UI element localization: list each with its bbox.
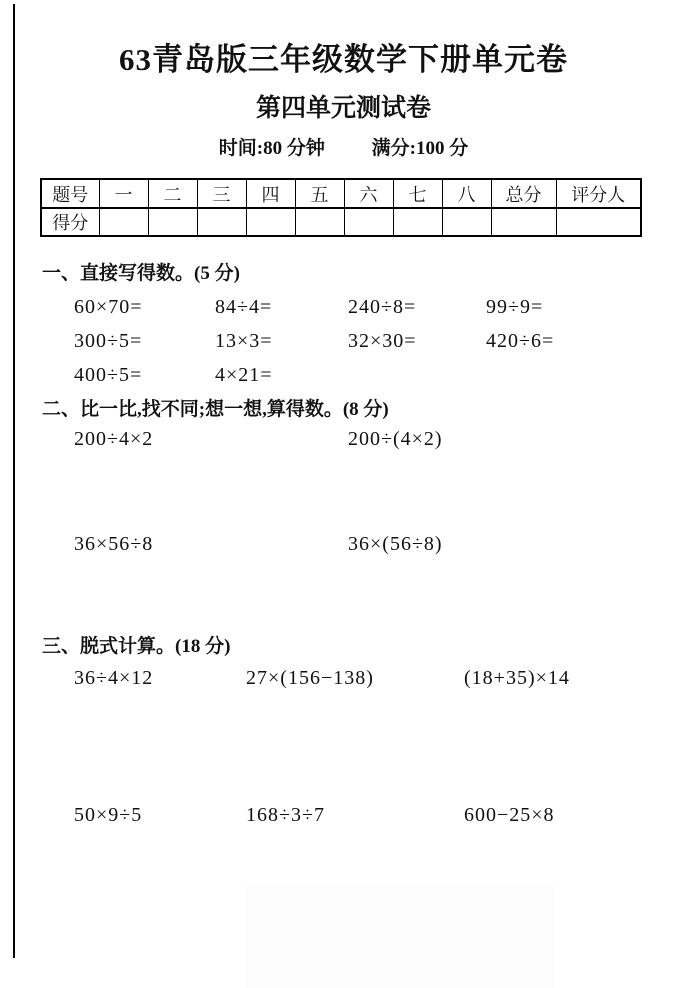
score-table (40, 178, 642, 237)
math-expression: 50×9÷5 (74, 804, 143, 826)
header-cell-q6: 六 (344, 179, 393, 208)
header-cell-total: 总分 (491, 179, 556, 208)
score-cell-q1 (99, 208, 148, 236)
score-cell-q5 (295, 208, 344, 236)
unit-subtitle: 第四单元测试卷 (255, 95, 431, 122)
math-expression: 4×21= (215, 364, 273, 386)
math-expression: 32×30= (348, 330, 417, 352)
header-cell-grader: 评分人 (556, 179, 641, 208)
header-cell-question-no: 题号 (41, 179, 99, 208)
header-cell-q2: 二 (148, 179, 197, 208)
header-cell-q1: 一 (99, 179, 148, 208)
header-cell-q4: 四 (246, 179, 295, 208)
section-1-heading: 一、直接写得数。(5 分) (42, 263, 240, 284)
math-expression: 60×70= (74, 296, 143, 318)
header-cell-q5: 五 (295, 179, 344, 208)
math-expression: 36×(56÷8) (348, 533, 443, 555)
score-cell-q3 (197, 208, 246, 236)
math-expression: 200÷4×2 (74, 428, 154, 450)
score-cell-q4 (246, 208, 295, 236)
header-cell-q8: 八 (442, 179, 491, 208)
score-cell-total (491, 208, 556, 236)
math-expression: (18+35)×14 (464, 667, 570, 689)
score-cell-q8 (442, 208, 491, 236)
scan-artifact (245, 885, 555, 988)
section-2-heading: 二、比一比,找不同;想一想,算得数。(8 分) (42, 399, 389, 420)
math-expression: 420÷6= (486, 330, 555, 352)
header-cell-q3: 三 (197, 179, 246, 208)
math-expression: 300÷5= (74, 330, 143, 352)
full-score-label: 满分:100 分 (371, 138, 469, 159)
section-3-heading: 三、脱式计算。(18 分) (42, 636, 231, 657)
math-expression: 600−25×8 (464, 804, 555, 826)
score-table-score-row (41, 208, 641, 236)
math-expression: 99÷9= (486, 296, 544, 318)
score-cell-q7 (393, 208, 442, 236)
page-title: 63青岛版三年级数学下册单元卷 (119, 42, 568, 77)
score-row-label: 得分 (41, 208, 99, 236)
math-expression: 168÷3÷7 (246, 804, 325, 826)
header-cell-q7: 七 (393, 179, 442, 208)
math-expression: 400÷5= (74, 364, 143, 386)
math-expression: 84÷4= (215, 296, 273, 318)
math-expression: 200÷(4×2) (348, 428, 443, 450)
math-expression: 36÷4×12 (74, 667, 154, 689)
score-cell-q6 (344, 208, 393, 236)
score-cell-q2 (148, 208, 197, 236)
math-expression: 240÷8= (348, 296, 417, 318)
math-expression: 13×3= (215, 330, 273, 352)
score-cell-grader (556, 208, 641, 236)
score-table-header-row (41, 179, 641, 208)
exam-info-line (0, 133, 687, 160)
time-limit-label: 时间:80 分钟 (218, 138, 325, 159)
math-expression: 36×56÷8 (74, 533, 154, 555)
math-expression: 27×(156−138) (246, 667, 374, 689)
